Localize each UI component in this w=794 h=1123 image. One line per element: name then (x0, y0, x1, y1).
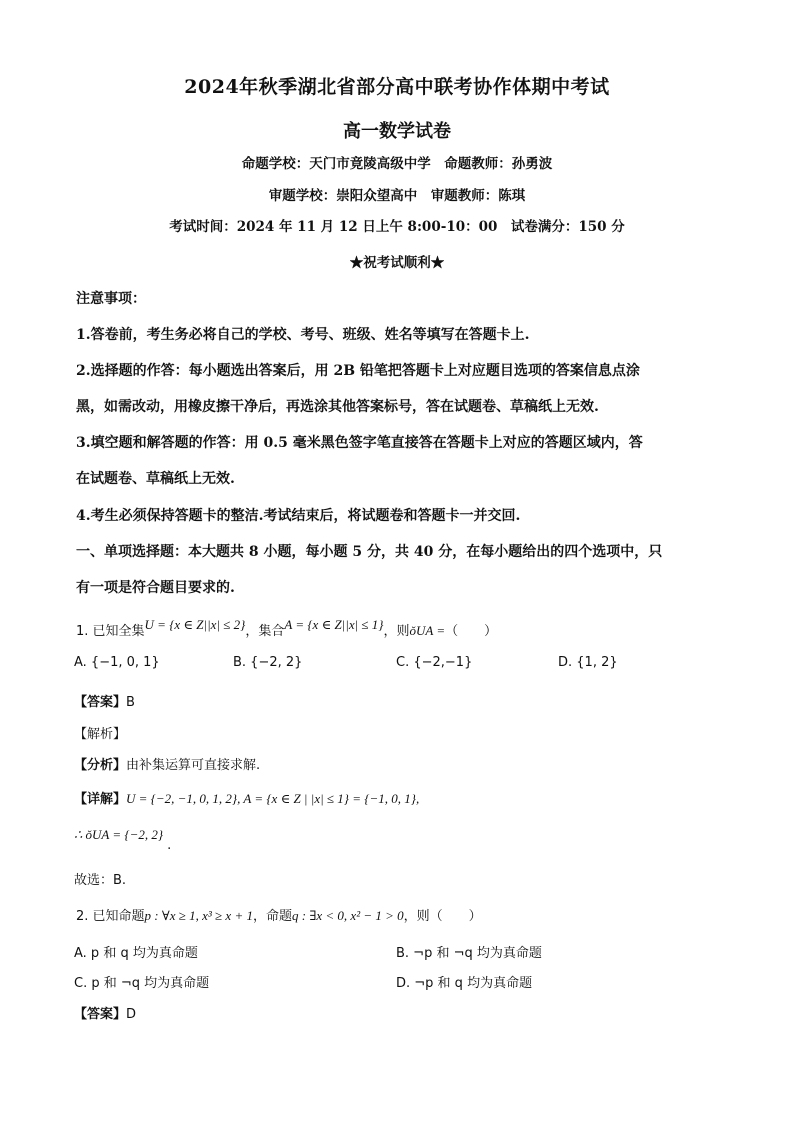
xiangjie-text: U = {−2, −1, 0, 1, 2}, A = {x ∈ Z | |x| ≤ 1} = {−1, 0, 1}, (126, 791, 420, 806)
page-subtitle: 高一数学试卷 (343, 121, 451, 142)
q1-option-d: D. {1, 2} (558, 655, 618, 670)
q2-option-c: C. p 和 ¬q 均为真命题 (74, 976, 210, 991)
proposer-line: 命题学校：天门市竟陵高级中学 命题教师：孙勇波 (241, 156, 553, 172)
section-heading-line-1: 一、单项选择题：本大题共 8 小题，每小题 5 分，共 40 分，在每小题给出的四个选项中，只 (76, 544, 663, 560)
q1-option-c: C. {−2,−1} (396, 655, 473, 670)
question-2-stem (76, 905, 482, 924)
q1-universal-set: U = {x ∈ Z||x| ≤ 2} (144, 617, 246, 632)
answer-tag: 【答案】 (74, 695, 127, 710)
blessing-text: ★祝考试顺利★ (349, 255, 445, 271)
reviewer-line: 审题学校：崇阳众望高中 审题教师：陈琪 (268, 188, 526, 204)
notice-item-3-line-1: 3.填空题和解答题的作答：用 0.5 毫米黑色签字笔直接答在答题卡上对应的答题区域内，答 (76, 435, 643, 451)
q2-option-d: D. ¬p 和 q 均为真命题 (396, 976, 533, 991)
q1-option-a: A. {−1, 0, 1} (74, 655, 160, 670)
q1-answer (74, 691, 135, 710)
q1-stem-bracket: （ ） (445, 624, 498, 639)
notice-item-2-line-1: 2.选择题的作答：每小题选出答案后，用 2B 铅笔把答题卡上对应题目选项的答案信息点涂 (76, 363, 640, 379)
q2-proposition-q: q : ∃x < 0, x² − 1 > 0 (292, 908, 404, 923)
q2-option-b: B. ¬p 和 ¬q 均为真命题 (396, 946, 542, 961)
q1-stem-mid: ，集合 (245, 624, 285, 639)
notice-item-1: 1.答卷前，考生务必将自己的学校、考号、班级、姓名等填写在答题卡上. (76, 327, 530, 343)
notice-item-4: 4.考生必须保持答题卡的整洁.考试结束后，将试题卷和答题卡一并交回. (76, 508, 521, 524)
notice-item-3-line-2: 在试题卷、草稿纸上无效. (76, 471, 235, 487)
answer-tag: 【答案】 (74, 1007, 127, 1022)
question-1-stem (76, 617, 498, 639)
fenxi-text: 由补集运算可直接求解. (126, 758, 261, 773)
q2-answer (74, 1003, 136, 1022)
q1-stem-prefix: 1. 已知全集 (76, 624, 145, 639)
q2-proposition-p: p : ∀x ≥ 1, x³ ≥ x + 1 (144, 908, 253, 923)
q1-xiangjie (74, 788, 419, 807)
notice-heading: 注意事项： (76, 291, 146, 307)
q2-option-a: A. p 和 q 均为真命题 (74, 946, 198, 961)
q1-fenxi (74, 754, 260, 773)
q2-stem-prefix: 2. 已知命题 (76, 909, 145, 924)
q1-complement: ǒUA = (409, 623, 446, 638)
q1-analysis-tag: 【解析】 (74, 727, 127, 742)
trailing-dot: . (167, 838, 172, 853)
answer-value: D (126, 1007, 137, 1022)
q1-option-b: B. {−2, 2} (233, 655, 303, 670)
xiangjie-tag: 【详解】 (74, 792, 127, 807)
q1-stem-then: ，则 (383, 624, 410, 639)
q1-set-a: A = {x ∈ Z||x| ≤ 1} (284, 617, 384, 632)
exam-time-line: 考试时间：2024 年 11 月 12 日上午 8:00-10：00 试卷满分：150 分 (169, 219, 625, 235)
q1-conclusion: 故选：B. (74, 873, 127, 888)
q1-therefore (74, 827, 172, 853)
answer-value: B (126, 695, 135, 710)
therefore-text: ∴ ǒUA = {−2, 2} (74, 827, 164, 842)
q2-stem-mid: ，命题 (252, 909, 292, 924)
notice-item-2-line-2: 黑，如需改动，用橡皮擦干净后，再选涂其他答案标号，答在试题卷、草稿纸上无效. (76, 399, 599, 415)
page-title: 2024年秋季湖北省部分高中联考协作体期中考试 (184, 76, 610, 98)
q2-stem-suffix: ，则（ ） (403, 909, 482, 924)
section-heading-line-2: 有一项是符合题目要求的. (76, 580, 235, 596)
fenxi-tag: 【分析】 (74, 758, 127, 773)
